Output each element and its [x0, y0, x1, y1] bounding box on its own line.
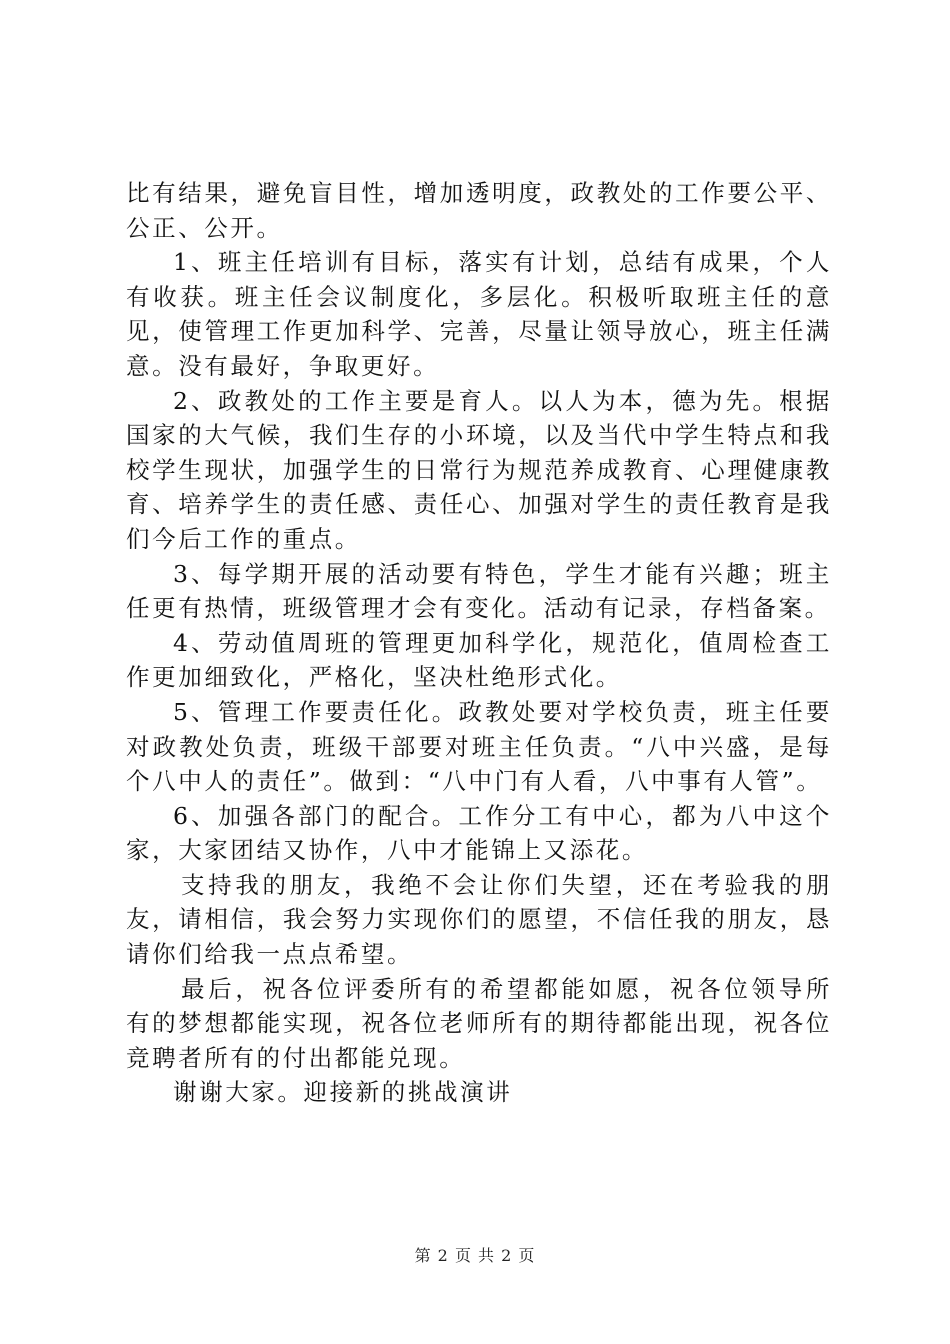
paragraph-continuation: 比有结果，避免盲目性，增加透明度，政教处的工作要公平、公正、公开。	[126, 179, 832, 242]
paragraph-thanks: 谢谢大家。迎接新的挑战演讲	[173, 1078, 513, 1107]
paragraph-item-6: 6、加强各部门的配合。工作分工有中心，都为八中这个家，大家团结又协作，八中才能锦上又添花。	[126, 801, 832, 865]
paragraph-item-3: 3、每学期开展的活动要有特色，学生才能有兴趣；班主任更有热情，班级管理才会有变化。活动有记录，存档备案。	[126, 559, 832, 623]
document-body	[126, 176, 832, 1110]
paragraph-friends: 支持我的朋友，我绝不会让你们失望，还在考验我的朋友，请相信，我会努力实现你们的愿望，不信任我的朋友，恳请你们给我一点点希望。	[126, 870, 832, 969]
paragraph-item-5: 5、管理工作要责任化。政教处要对学校负责，班主任要对政教处负责，班级干部要对班主任负责。“八中兴盛，是每个八中人的责任”。做到：“八中门有人看，八中事有人管”。	[126, 697, 832, 796]
page-number-footer: 第 2 页 共 2 页	[414, 1246, 536, 1265]
paragraph-closing-wishes: 最后，祝各位评委所有的希望都能如愿，祝各位领导所有的梦想都能实现，祝各位老师所有的期待都能出现，祝各位竞聘者所有的付出都能兑现。	[126, 974, 832, 1072]
paragraph-item-2: 2、政教处的工作主要是育人。以人为本，德为先。根据国家的大气候，我们生存的小环境，以及当代中学生特点和我校学生现状，加强学生的日常行为规范养成教育、心理健康教育、培养学生的责任感、责任心、加强对学生的责任教育是我们今后工作的重点。	[126, 386, 832, 553]
paragraph-item-4: 4、劳动值周班的管理更加科学化，规范化，值周检查工作更加细致化，严格化，坚决杜绝形式化。	[126, 628, 832, 692]
paragraph-item-1: 1、班主任培训有目标，落实有计划，总结有成果，个人有收获。班主任会议制度化，多层化。积极听取班主任的意见，使管理工作更加科学、完善，尽量让领导放心，班主任满意。没有最好，争取更好。	[126, 248, 832, 380]
